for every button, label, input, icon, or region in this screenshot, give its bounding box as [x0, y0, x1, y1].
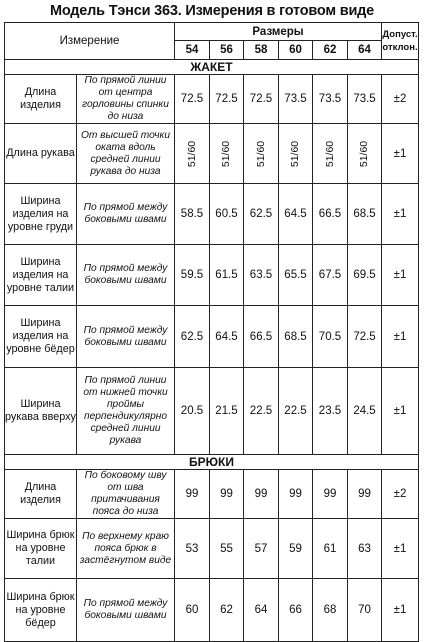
section-trousers: БРЮКИ: [5, 455, 419, 470]
section-jacket: ЖАКЕТ: [5, 60, 419, 75]
measurement-header: Измерение: [5, 23, 175, 60]
table-row: Ширина изделия на уровне груди По прямой между боковыми швами 58.5 60.5 62.5 64.5 66.5 68.5 ±1: [5, 184, 419, 245]
table-row: Ширина изделия на уровне талии По прямой между боковыми швами 59.5 61.5 63.5 65.5 67.5 69.5 ±1: [5, 245, 419, 306]
size-60: 60: [279, 41, 313, 60]
size-62: 62: [313, 41, 348, 60]
table-row: Ширина изделия на уровне бёдер По прямой между боковыми швами 62.5 64.5 66.5 68.5 70.5 72.5 ±1: [5, 306, 419, 368]
table-row: Длина изделия По боковому шву от шва притачивания пояса до низа 99 99 99 99 99 99 ±2: [5, 470, 419, 519]
page-title: Модель Тэнси 363. Измерения в готовом виде: [49, 3, 375, 19]
sizes-header: Размеры: [175, 23, 382, 41]
size-58: 58: [244, 41, 279, 60]
size-54: 54: [175, 41, 210, 60]
size-56: 56: [210, 41, 244, 60]
table-row: Ширина брюк на уровне талии По верхнему краю пояса брюк в застёгнутом виде 53 55 57 59 61 63 ±1: [5, 519, 419, 579]
size-64: 64: [348, 41, 382, 60]
table-row: Ширина рукава вверху По прямой линии от нижней точки проймы перпендикулярно средней линии рукава 20.5 21.5 22.5 22.5 23.5 24.5 ±1: [5, 368, 419, 455]
table-row: Ширина брюк на уровне бёдер По прямой между боковыми швами 60 62 64 66 68 70 ±1: [5, 579, 419, 642]
table-row: Длина рукава От высшей точки оката вдоль средней линии рукава до низа 51/60 51/60 51/60 51/60 51/60 51/60 ±1: [5, 124, 419, 184]
tolerance-header: Допуст. отклон.: [382, 23, 419, 60]
measurements-table: [4, 22, 419, 642]
table-row: Длина изделия По прямой линии от центра горловины спинки до низа 72.5 72.5 72.5 73.5 73.5 73.5 ±2: [5, 75, 419, 124]
